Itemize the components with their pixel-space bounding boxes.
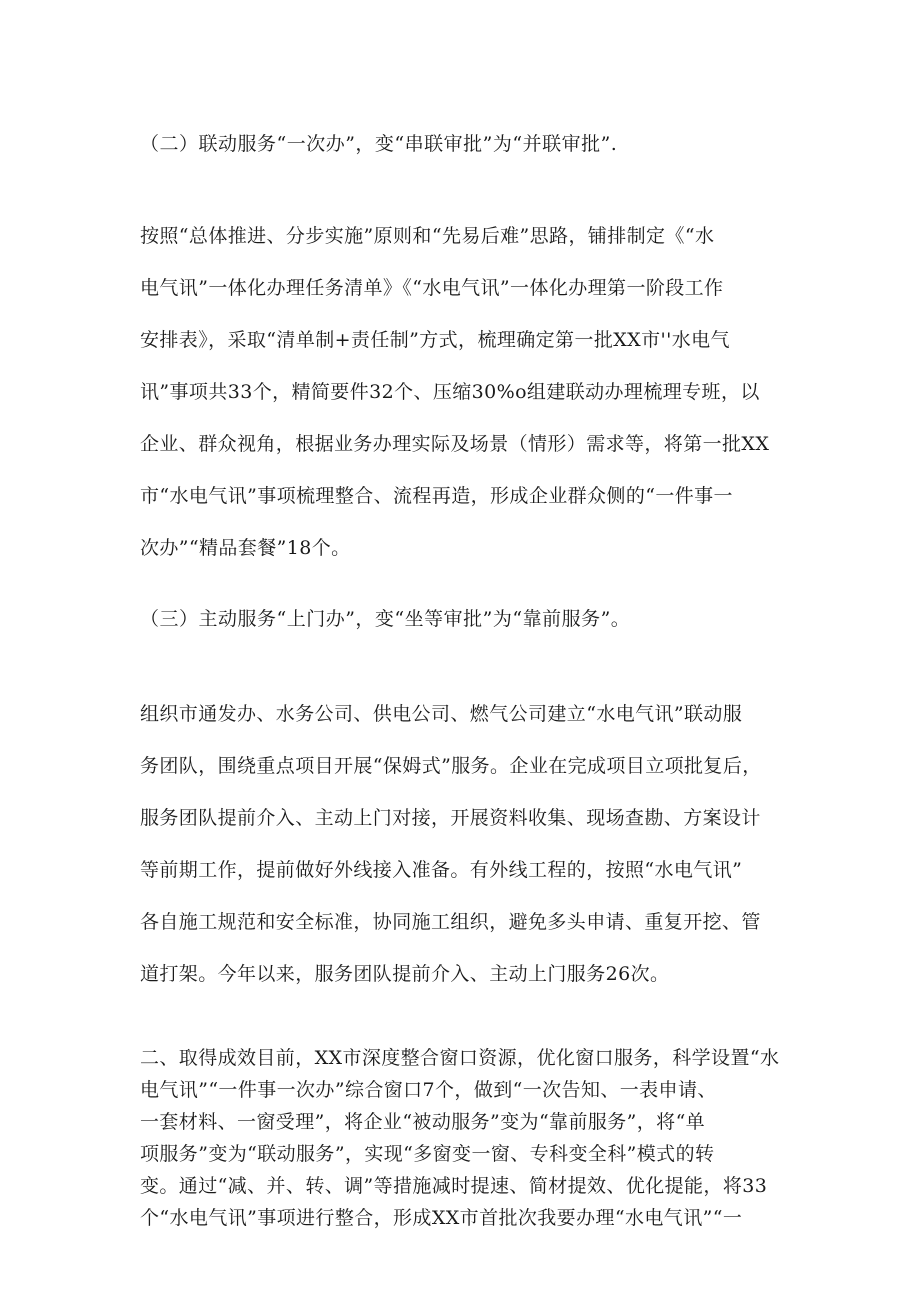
paragraph-line: 讯”事项共33个，精简要件32个、压缩30%o组建联动办理梳理专班，以: [140, 381, 760, 403]
paragraph-line: 一套材料、一窗受理”，将企业“被动服务”变为“靠前服务”，将“单: [140, 1111, 706, 1133]
section-3-paragraph: [140, 688, 785, 1000]
section-heading-3: （三）主动服务“上门办”，变“坐等审批”为“靠前服务”。: [140, 608, 631, 630]
paragraph-line: 个“水电气讯”事项进行整合，形成XX市首批次我要办理“水电气讯”“一: [140, 1207, 743, 1229]
paragraph-line: 次办”“精品套餐”18个。: [140, 537, 351, 559]
paragraph-line: 各自施工规范和安全标准，协同施工组织，避免多头申请、重复开挖、管: [140, 911, 761, 933]
paragraph-line: 电气讯”“一件事一次办”综合窗口7个，做到“一次告知、一表申请、: [140, 1079, 717, 1101]
paragraph-line: 二、取得成效目前，XX市深度整合窗口资源，优化窗口服务，科学设置“水: [140, 1047, 780, 1069]
paragraph-line: 等前期工作，提前做好外线接入准备。有外线工程的，按照“水电气讯”: [140, 859, 743, 881]
paragraph-line: 按照“总体推进、分步实施”原则和“先易后难”思路，铺排制定《“水: [140, 225, 715, 247]
section-heading-2: （二）联动服务“一次办”，变“串联审批”为“并联审批”.: [140, 133, 618, 155]
paragraph-line: 电气讯”一体化办理任务清单》《“水电气讯”一体化办理第一阶段工作: [140, 277, 724, 299]
paragraph-line: 项服务”变为“联动服务”，实现“多窗变一窗、专科变全科”模式的转: [140, 1143, 715, 1165]
paragraph-line: 市“水电气讯”事项梳理整合、流程再造，形成企业群众侧的“一件事一: [140, 485, 733, 507]
paragraph-line: 安排表》，采取“清单制+责任制”方式，梳理确定第一批XX市''水电气: [140, 329, 730, 351]
paragraph-line: 服务团队提前介入、主动上门对接，开展资料收集、现场查勘、方案设计: [140, 807, 761, 829]
paragraph-line: 务团队，围绕重点项目开展“保姆式”服务。企业在完成项目立项批复后，: [140, 755, 762, 777]
section-results-paragraph: [140, 1042, 785, 1234]
paragraph-line: 企业、群众视角，根据业务办理实际及场景（情形）需求等，将第一批XX: [140, 433, 770, 455]
paragraph-line: 组织市通发办、水务公司、供电公司、燃气公司建立“水电气讯”联动服: [140, 703, 743, 725]
section-2-paragraph: [140, 210, 785, 574]
paragraph-line: 道打架。今年以来，服务团队提前介入、主动上门服务26次。: [140, 963, 670, 985]
paragraph-line: 变。通过“减、并、转、调”等措施减时提速、简材提效、优化提能，将33: [140, 1175, 768, 1197]
